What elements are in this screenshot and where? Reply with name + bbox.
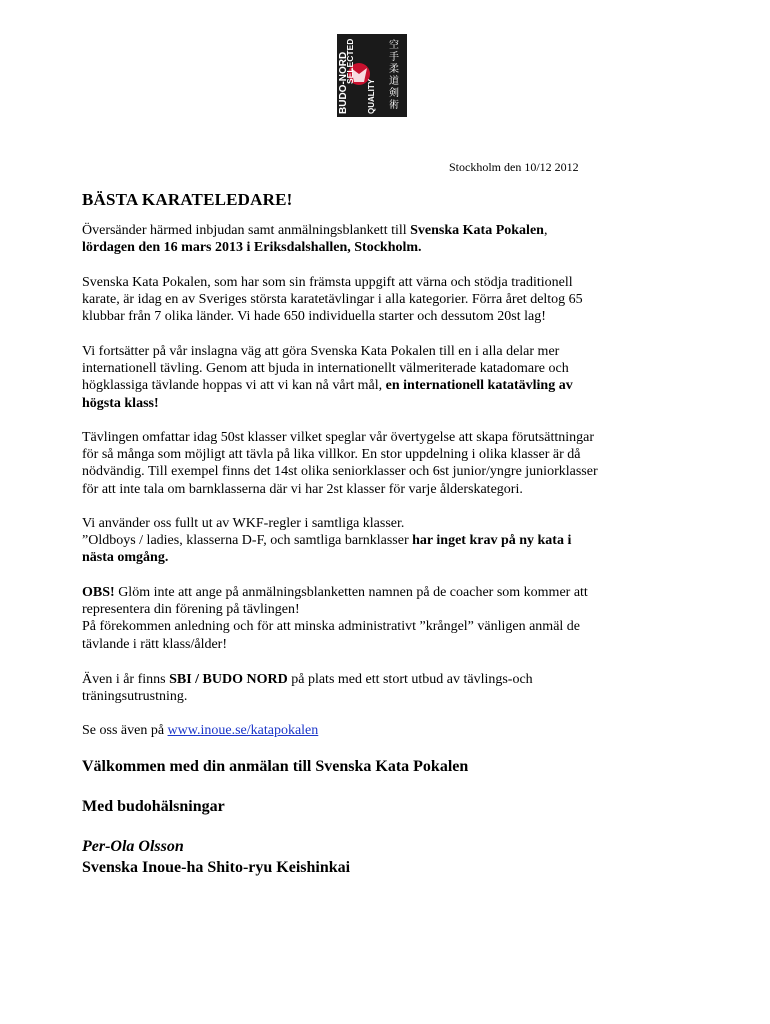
letter-heading: BÄSTA KARATELEDARE! — [82, 190, 293, 209]
logo-brand-text: BUDO-NORD — [338, 51, 349, 114]
p3-line-2: internationell tävling. Genom att bjuda in internationellt välmeriterade katadomare och — [82, 361, 569, 377]
p3-line-1: Vi fortsätter på vår inslagna väg att göra Svenska Kata Pokalen till en i alla delar mer — [82, 344, 560, 359]
budo-nord-logo — [337, 34, 407, 117]
p5-line-1: Vi använder oss fullt ut av WKF-regler i samtliga klasser. — [82, 516, 405, 531]
paragraph-rules — [82, 515, 682, 567]
paragraph-about — [82, 274, 682, 326]
p3-bold-1: en internationell katatävling av — [385, 378, 573, 394]
p1-text-2: , — [543, 223, 548, 238]
logo-kanji-3: 柔 — [389, 64, 399, 75]
logo-graphic — [337, 34, 407, 117]
greeting-line: Med budohälsningar — [82, 798, 225, 815]
paragraph-website — [82, 722, 682, 739]
logo-kanji-1: 空 — [389, 40, 399, 51]
paragraph-obs — [82, 584, 682, 653]
p6-line-2: representera din förening på tävlingen! — [82, 602, 300, 618]
p4-line-4: för att inte tala om barnklasserna där vi har 2st klasser för varje ålderskategori. — [82, 481, 523, 497]
p6-bold-obs: OBS! — [82, 585, 115, 600]
logo-kanji-4: 道 — [389, 76, 399, 87]
welcome-line: Välkommen med din anmälan till Svenska Kata Pokalen — [82, 758, 469, 775]
signature-name: Per-Ola Olsson — [82, 838, 184, 855]
p2-line-1: Svenska Kata Pokalen, som har som sin främsta uppgift att värna och stödja traditionell — [82, 275, 573, 290]
letter-date: Stockholm den 10/12 2012 — [449, 160, 579, 174]
paragraph-international — [82, 343, 682, 412]
p6-line-4: tävlande i rätt klass/ålder! — [82, 636, 227, 652]
logo-quality-text: QUALITY — [367, 78, 376, 114]
p4-line-2: för så många som möjligt att tävla på lika villkor. En stor uppdelning i olika klasser är då — [82, 447, 581, 463]
p5-bold-2: nästa omgång. — [82, 550, 169, 566]
p1-bold-1: Svenska Kata Pokalen — [410, 223, 544, 238]
p7-bold-1: SBI / BUDO NORD — [169, 672, 288, 687]
p1-text-1: Översänder härmed inbjudan samt anmälningsblankett till — [82, 223, 411, 238]
p7-line-2: träningsutrustning. — [82, 689, 188, 705]
p8-text-1: Se oss även på — [82, 723, 168, 738]
logo-selected-text: SELECTED — [345, 38, 355, 84]
logo-kanji-5: 剣 — [389, 88, 399, 99]
website-link[interactable]: www.inoue.se/katapokalen — [167, 723, 319, 738]
p5-line-2: ”Oldboys / ladies, klasserna D-F, och samtliga barnklasser — [82, 533, 413, 549]
p2-line-3: klubbar från 7 olika länder. Vi hade 650 individuella starter och dessutom 20st lag! — [82, 309, 546, 325]
p4-line-3: nödvändig. Till exempel finns det 14st olika seniorklasser och 6st junior/yngre juniorklasser — [82, 464, 598, 480]
logo-kanji-2: 手 — [389, 52, 399, 63]
p2-line-2: karate, är idag en av Sveriges största karatetävlingar i alla kategorier. Förra året deltog 65 — [82, 292, 583, 308]
p4-line-1: Tävlingen omfattar idag 50st klasser vilket speglar vår övertygelse att skapa förutsättningar — [82, 430, 595, 445]
signature-organization: Svenska Inoue-ha Shito-ryu Keishinkai — [82, 859, 351, 876]
p1-bold-2: lördagen den 16 mars 2013 i Eriksdalshallen, Stockholm. — [82, 240, 422, 256]
p6-line-1: Glöm inte att ange på anmälningsblanketten namnen på de coacher som kommer att — [114, 585, 588, 600]
logo-kanji-6: 術 — [389, 100, 399, 111]
paragraph-invitation — [82, 222, 682, 256]
paragraph-classes — [82, 429, 682, 498]
p6-line-3: På förekommen anledning och för att minska administrativt ”krångel” vänligen anmäl de — [82, 619, 581, 635]
p7-text-2: på plats med ett stort utbud av tävlings-och — [287, 672, 533, 687]
paragraph-budo-nord — [82, 671, 682, 705]
p3-line-3: högklassiga tävlande hoppas vi att vi kan nå vårt mål, — [82, 378, 386, 394]
p3-bold-2: högsta klass! — [82, 395, 159, 411]
p7-text-1: Även i år finns — [82, 672, 170, 687]
p5-bold-1: har inget krav på ny kata i — [412, 533, 572, 549]
